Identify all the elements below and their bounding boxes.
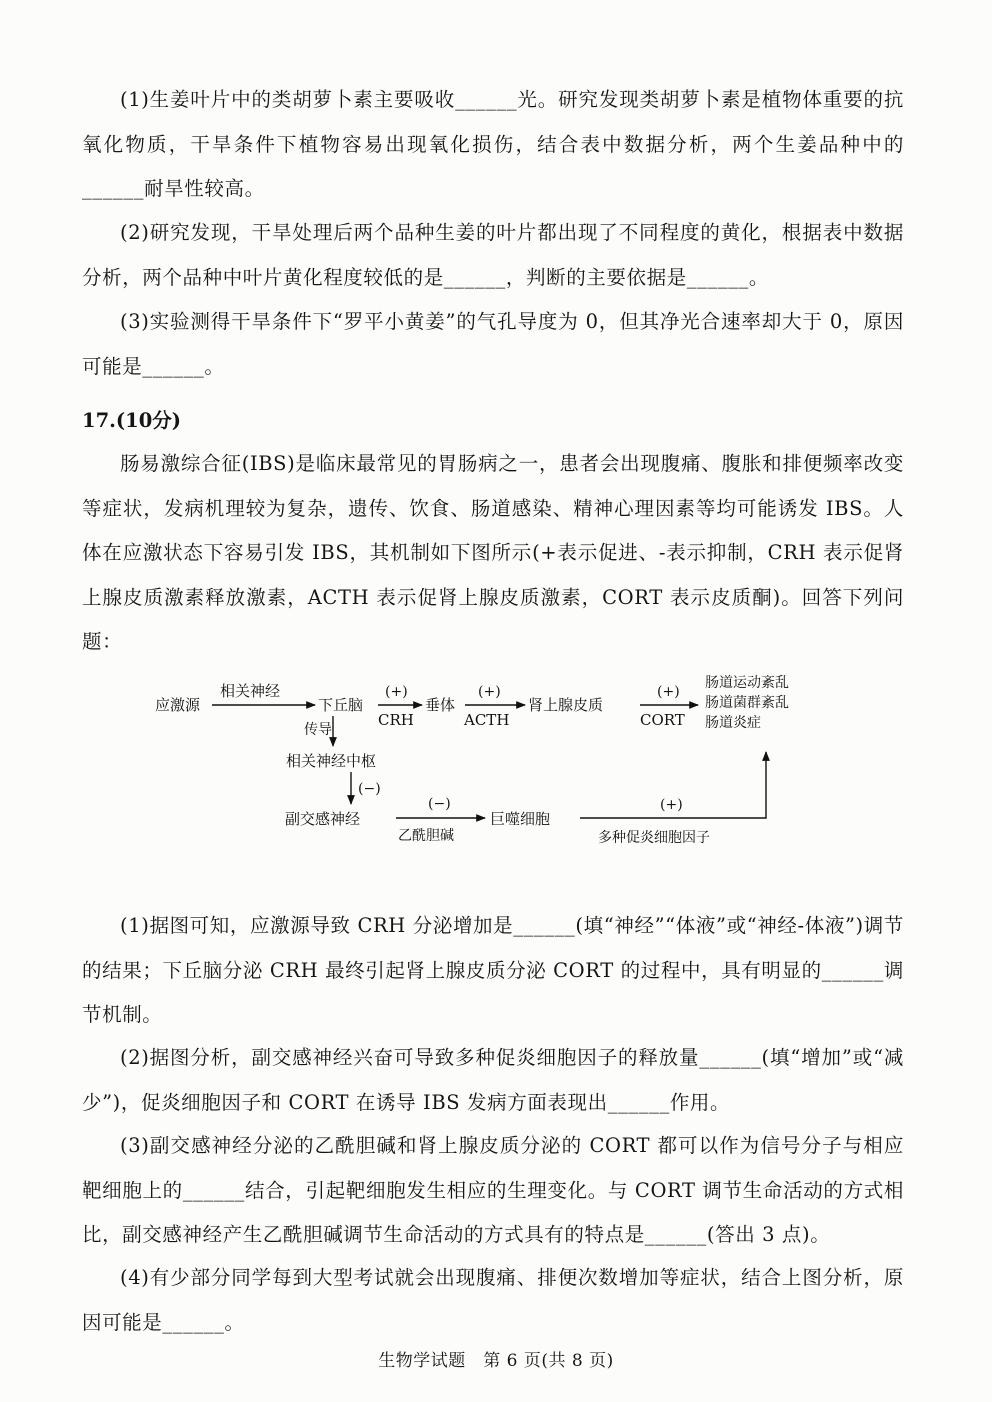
pituitary-node: 垂体	[425, 696, 456, 714]
ibs-mechanism-diagram	[140, 662, 860, 862]
effect-gut-flora: 肠道菌群紊乱	[705, 695, 789, 711]
effect-intestinal-motility: 肠道运动紊乱	[705, 675, 789, 691]
question-17-part-3: (3)副交感神经分泌的乙酰胆碱和肾上腺皮质分泌的 CORT 都可以作为信号分子与相应靶细胞上的______结合，引起靶细胞发生相应的生理变化。与 CORT 调节生命活动的方式相比，副交感神经产生乙酰胆碱调节生命活动的方式具有的特点是______(答出 3 点)。	[82, 1134, 904, 1246]
cort-label: CORT	[640, 711, 685, 729]
stressor-node: 应激源	[155, 696, 201, 714]
question-17-heading: 17.(10分)	[82, 409, 182, 432]
page-footer: 生物学试题 第 6 页(共 8 页)	[378, 1351, 614, 1371]
plus-sign-crh: (+)	[385, 684, 408, 700]
question-16-part-3: (3)实验测得干旱条件下“罗平小黄姜”的气孔导度为 0，但其净光合速率却大于 0，原因可能是______。	[82, 310, 904, 378]
conduct-label: 传导	[304, 722, 332, 738]
question-17-part-4: (4)有少部分同学每到大型考试就会出现腹痛、排便次数增加等症状，结合上图分析，原因可能是______。	[82, 1266, 904, 1334]
effect-intestinal-inflammation: 肠道炎症	[705, 715, 761, 731]
nerve-center-node: 相关神经中枢	[286, 752, 377, 770]
question-17-intro: 肠易激综合征(IBS)是临床最常见的胃肠病之一，患者会出现腹痛、腹胀和排便频率改变等症状，发病机理较为复杂，遗传、饮食、肠道感染、精神心理因素等均可能诱发 IBS。人体在应激状态下容易引发 IBS，其机制如下图所示(+表示促进、-表示抑制，CRH 表示促肾上腺皮质激素释放激素，ACTH 表示促肾上腺皮质激素，CORT 表示皮质酮)。回答下列问题：	[82, 452, 904, 653]
question-16-part-2: (2)研究发现，干旱处理后两个品种生姜的叶片都出现了不同程度的黄化，根据表中数据分析，两个品种中叶片黄化程度较低的是______，判断的主要依据是______。	[82, 221, 904, 289]
question-17-part-1: (1)据图可知，应激源导致 CRH 分泌增加是______(填“神经”“体液”或“神经-体液”)调节的结果；下丘脑分泌 CRH 最终引起肾上腺皮质分泌 CORT 的过程中，具有明显的______调节机制。	[82, 914, 904, 1026]
hypothalamus-node: 下丘脑	[318, 696, 364, 714]
related-nerve-label: 相关神经	[220, 682, 281, 700]
question-17-part-2: (2)据图分析，副交感神经兴奋可导致多种促炎细胞因子的释放量______(填“增加”或“减少”)，促炎细胞因子和 CORT 在诱导 IBS 发病方面表现出______作用。	[82, 1046, 904, 1114]
parasympathetic-node: 副交感神经	[285, 810, 361, 828]
minus-sign-acetylcholine: (−)	[428, 796, 451, 812]
plus-sign-acth: (+)	[478, 684, 501, 700]
adrenal-cortex-node: 肾上腺皮质	[528, 696, 604, 714]
acth-label: ACTH	[464, 711, 510, 729]
question-16-part-1: (1)生姜叶片中的类胡萝卜素主要吸收______光。研究发现类胡萝卜素是植物体重要的抗氧化物质，干旱条件下植物容易出现氧化损伤，结合表中数据分析，两个生姜品种中的______耐旱性较高。	[82, 88, 904, 200]
plus-sign-cort: (+)	[657, 684, 680, 700]
crh-label: CRH	[378, 711, 414, 729]
acetylcholine-label: 乙酰胆碱	[398, 828, 454, 844]
cytokines-label: 多种促炎细胞因子	[598, 830, 710, 846]
macrophage-node: 巨噬细胞	[490, 810, 551, 828]
minus-sign-center: (−)	[358, 781, 381, 797]
plus-sign-cytokines: (+)	[660, 797, 683, 813]
